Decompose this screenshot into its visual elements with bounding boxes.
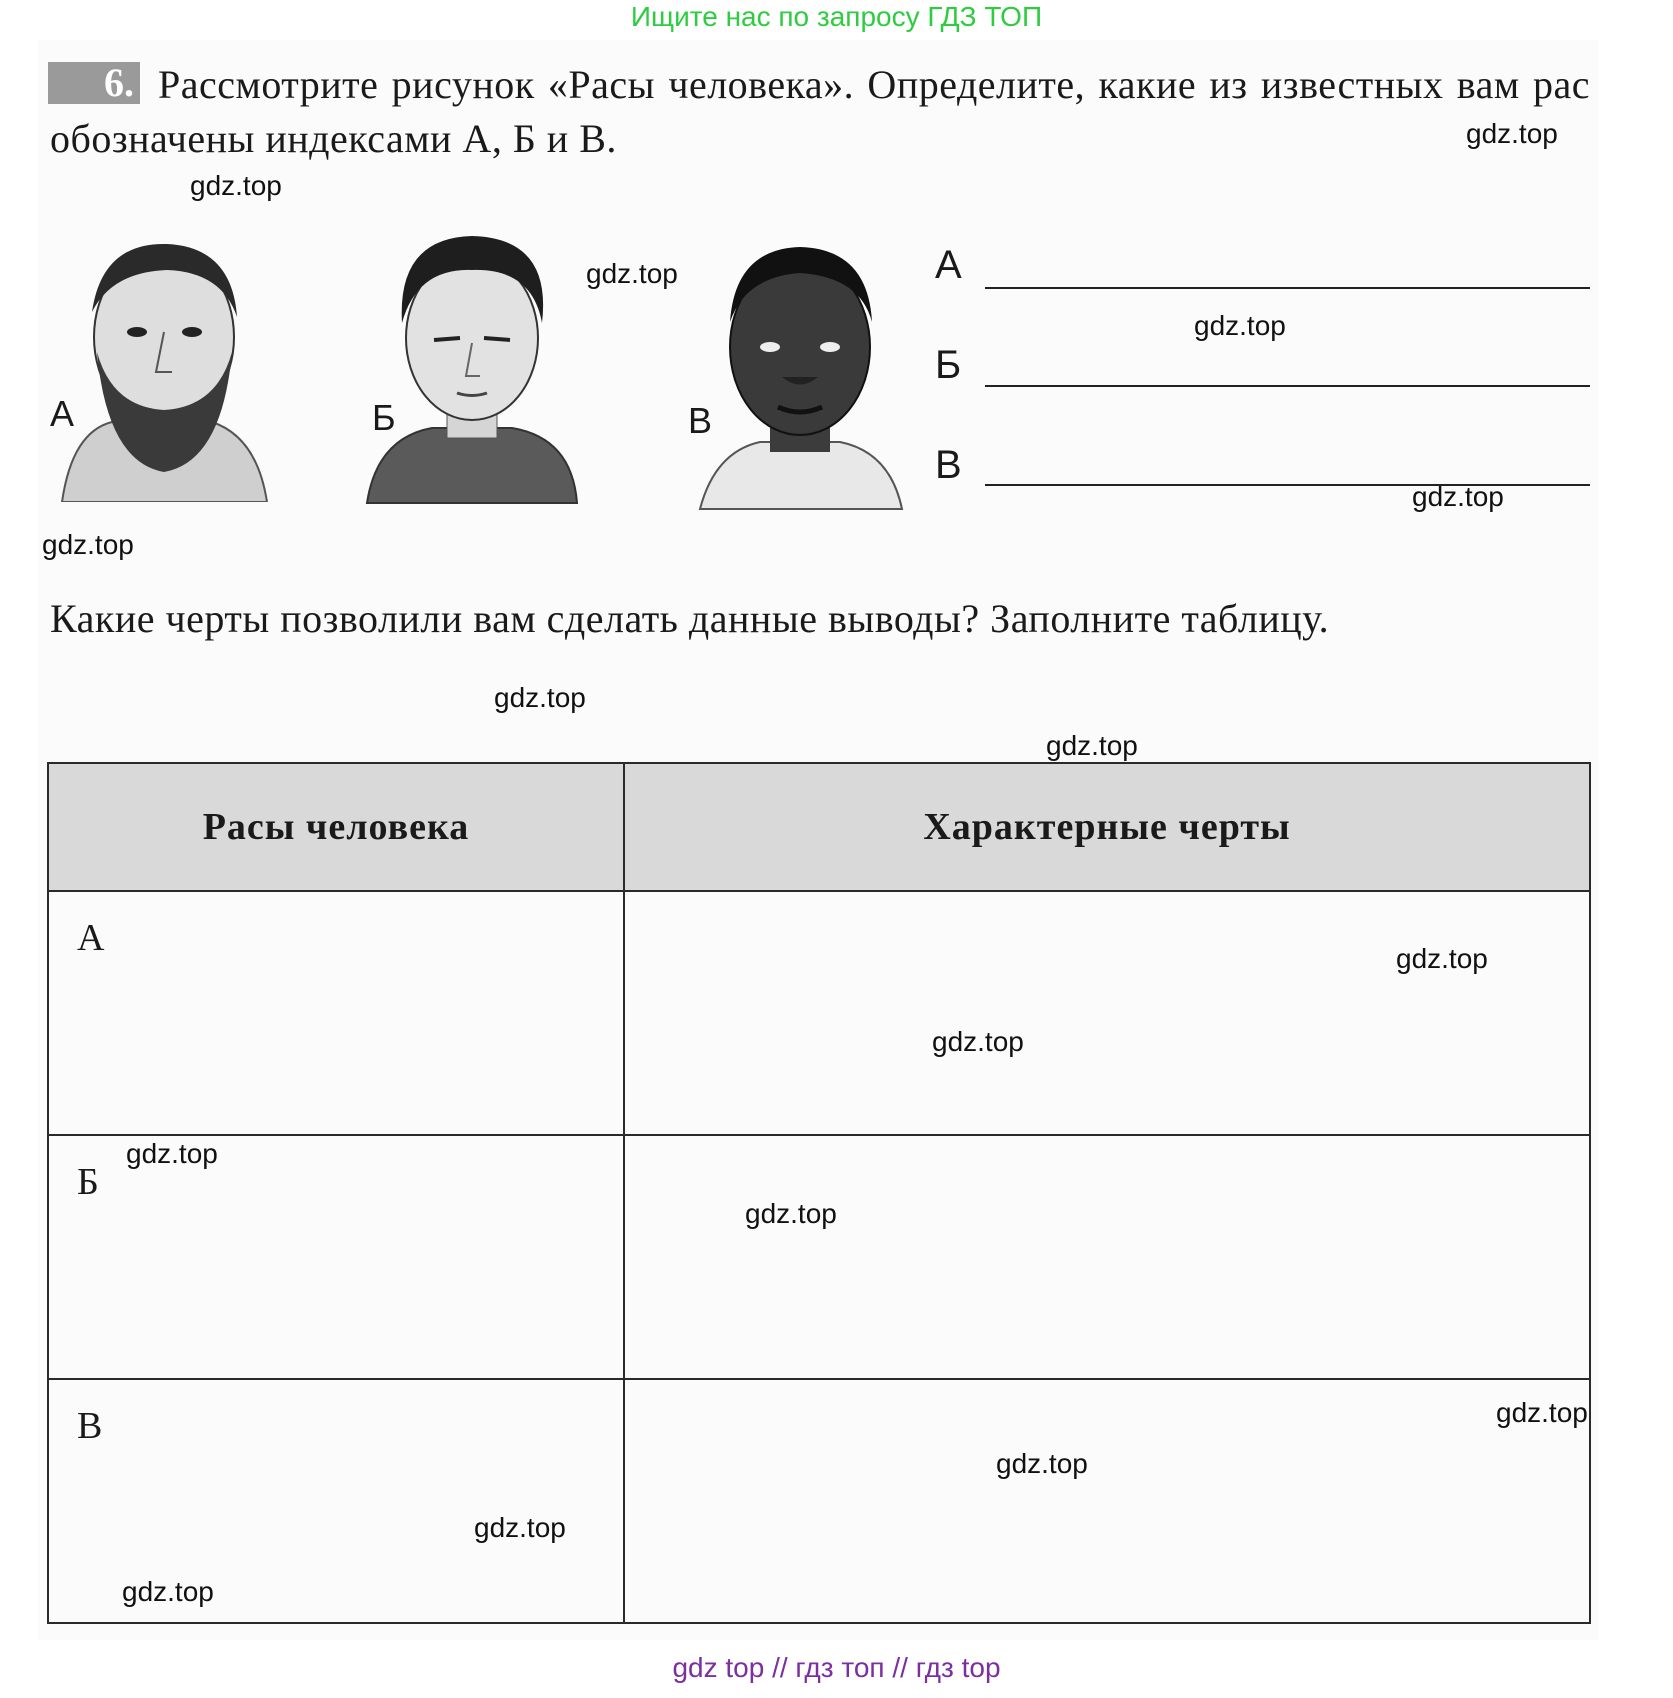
portrait-label-b: Б: [372, 397, 396, 438]
task-text: [50, 58, 1590, 166]
header-features: Характерные черты: [624, 763, 1590, 891]
watermark: gdz.top: [1396, 943, 1488, 974]
watermark: gdz.top: [1046, 730, 1138, 761]
task-number: 6.: [48, 62, 140, 104]
watermark: gdz.top: [1466, 118, 1558, 149]
watermark: gdz.top: [996, 1448, 1088, 1479]
answer-label-v: В: [935, 443, 962, 487]
answer-line-a[interactable]: [985, 287, 1590, 289]
watermark: gdz.top: [1194, 310, 1286, 341]
watermark: gdz.top: [190, 170, 282, 201]
task-text-content: Рассмотрите рисунок «Расы человека». Определите, какие из известных вам рас обозначены индексами А, Б и В.: [50, 62, 1590, 161]
answer-label-a: А: [935, 243, 962, 287]
race-cell-v: В: [48, 1379, 624, 1623]
watermark: gdz.top: [745, 1198, 837, 1229]
watermark: gdz.top: [586, 258, 678, 289]
portrait-v-image: [690, 237, 910, 512]
watermark: gdz.top: [494, 682, 586, 713]
watermark: gdz.top: [932, 1026, 1024, 1057]
features-cell-a[interactable]: [624, 891, 1590, 1135]
portrait-a-image: [52, 232, 272, 502]
watermark: gdz.top: [122, 1576, 214, 1607]
race-cell-a: А: [48, 891, 624, 1135]
answer-line-b[interactable]: [985, 385, 1590, 387]
footer-links: gdz top // гдз топ // гдз top: [672, 1652, 1001, 1683]
portrait-label-a: А: [50, 393, 75, 434]
features-cell-v[interactable]: [624, 1379, 1590, 1623]
header-race: Расы человека: [48, 763, 624, 891]
race-cell-b: Б: [48, 1135, 624, 1379]
watermark: gdz.top: [474, 1512, 566, 1543]
question-text: Какие черты позволили вам сделать данные выводы? Заполните таблицу.: [50, 596, 1330, 641]
portrait-label-v: В: [688, 400, 713, 441]
watermark: gdz.top: [1412, 481, 1504, 512]
answer-label-b: Б: [935, 343, 962, 387]
table-header-row: [48, 763, 1590, 891]
table-row: [48, 1379, 1590, 1623]
top-banner: Ищите нас по запросу ГДЗ ТОП: [630, 1, 1043, 32]
races-table: [47, 762, 1591, 1624]
table-row: [48, 891, 1590, 1135]
features-cell-b[interactable]: [624, 1135, 1590, 1379]
table-row: [48, 1135, 1590, 1379]
watermark: gdz.top: [42, 529, 134, 560]
watermark: gdz.top: [1496, 1397, 1588, 1428]
watermark: gdz.top: [126, 1138, 218, 1169]
portrait-b-image: [362, 228, 582, 508]
